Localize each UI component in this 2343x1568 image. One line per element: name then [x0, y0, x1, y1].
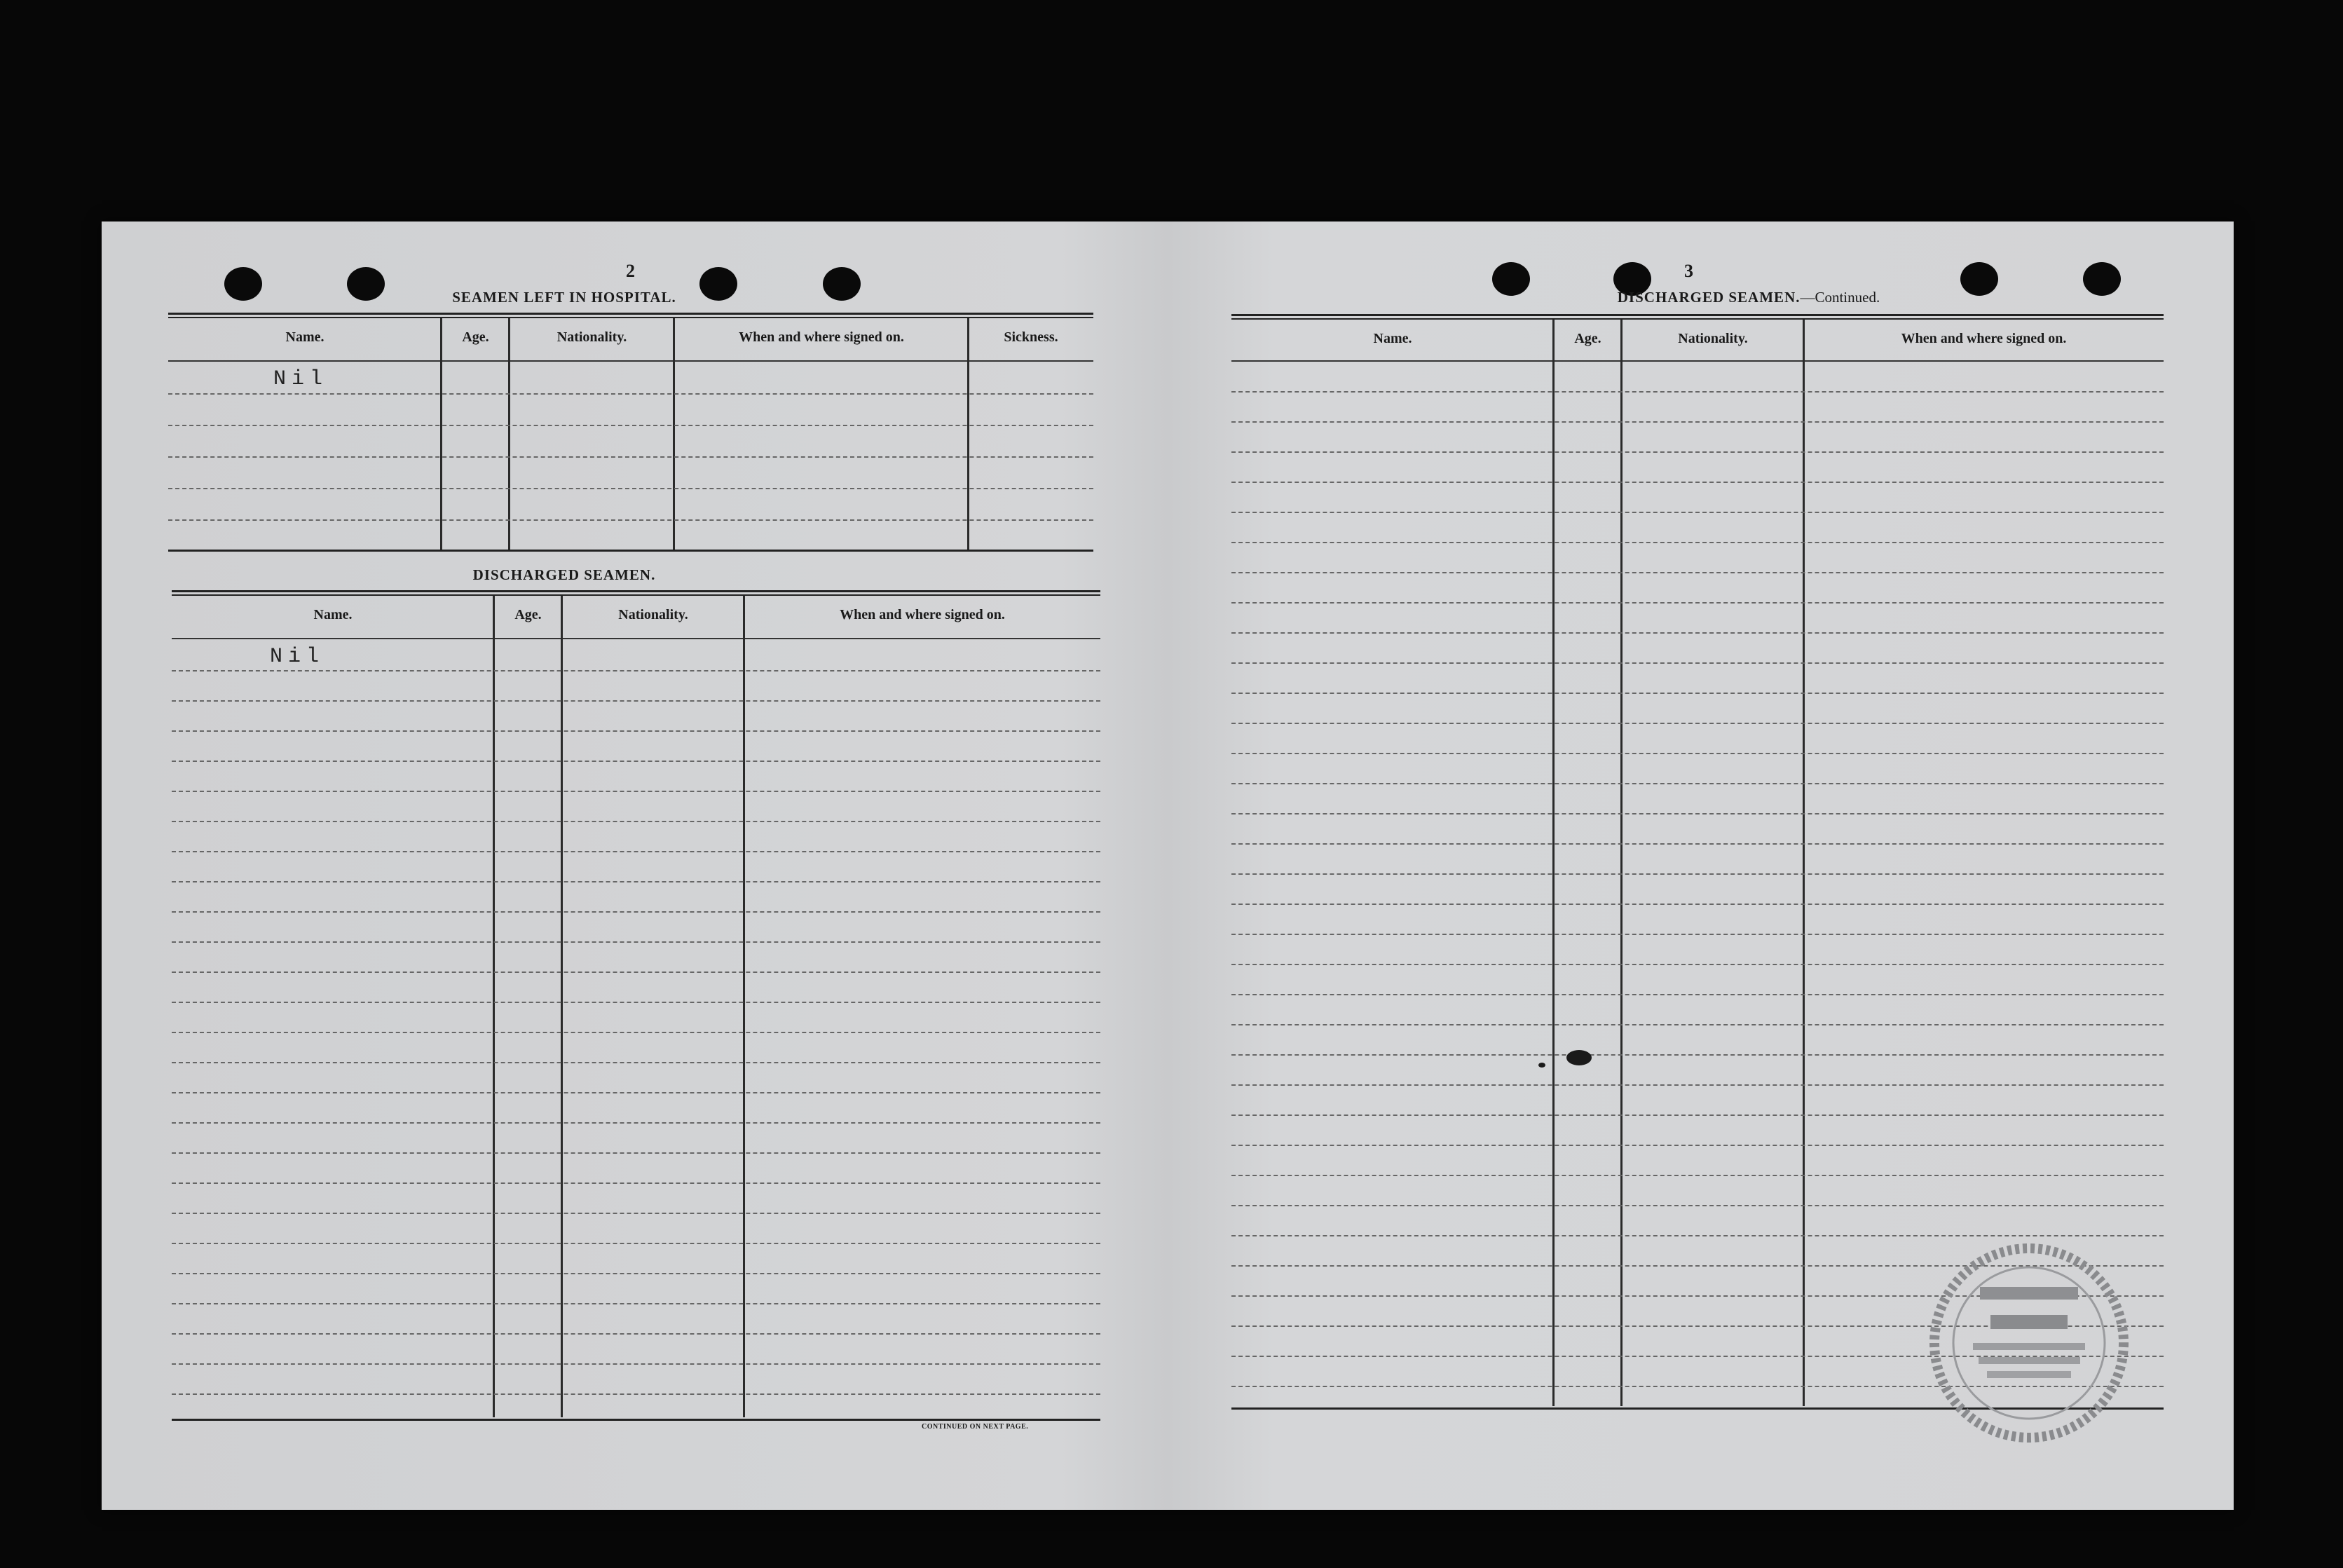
column-header-name: Name. — [313, 607, 353, 622]
column-header-age: Age. — [462, 329, 489, 345]
hospital-entry-nil: Nil — [273, 367, 329, 391]
discharged-continued-title — [1433, 289, 2064, 306]
column-header-age: Age. — [1574, 331, 1601, 346]
hospital-section-title: SEAMEN LEFT IN HOSPITAL. — [452, 289, 676, 306]
ink-blot — [1566, 1050, 1592, 1065]
column-header-nationality: Nationality. — [1678, 331, 1748, 346]
received-stamp — [1924, 1231, 2134, 1455]
punch-hole — [2083, 262, 2121, 296]
column-header-when-where: When and where signed on. — [840, 607, 1005, 622]
discharged-table-left — [172, 590, 1100, 1424]
discharged-entry-nil: Nil — [270, 645, 325, 669]
continued-label: —Continued. — [1800, 289, 1880, 306]
column-header-sickness: Sickness. — [1004, 329, 1058, 345]
document-sheet — [102, 221, 2234, 1510]
column-header-nationality: Nationality. — [556, 329, 627, 345]
discharged-section-title: DISCHARGED SEAMEN. — [472, 566, 656, 583]
hospital-table — [168, 313, 1093, 558]
column-header-age: Age. — [514, 607, 542, 622]
ink-blot — [1538, 1063, 1545, 1068]
column-header-name: Name. — [285, 329, 325, 345]
continued-note: CONTINUED ON NEXT PAGE. — [922, 1423, 1029, 1431]
column-header-name: Name. — [1373, 331, 1412, 346]
column-header-when-where: When and where signed on. — [739, 329, 904, 345]
column-header-when-where: When and where signed on. — [1901, 331, 2067, 346]
page-number-left: 2 — [626, 261, 635, 281]
discharged-title-text: DISCHARGED SEAMEN. — [1617, 289, 1801, 306]
column-header-nationality: Nationality. — [618, 607, 688, 622]
page-number-right: 3 — [1684, 261, 1693, 281]
